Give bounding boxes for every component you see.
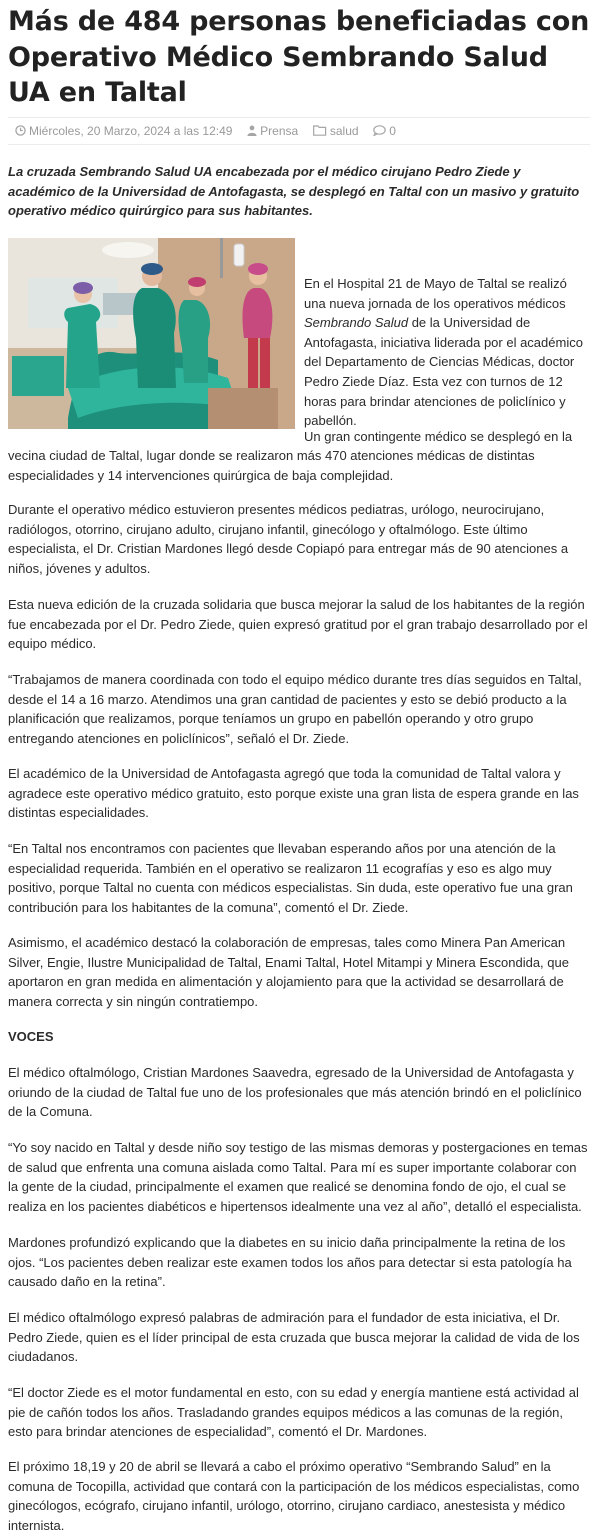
publish-date: Miércoles, 20 Marzo, 2024 a las 12:49 bbox=[29, 124, 233, 138]
program-name: Sembrando Salud bbox=[304, 315, 409, 331]
paragraph-5: “Trabajamos de manera coordinada con todo el equipo médico durante tres días seguidos en Taltal, desde el 14 a 16 marzo. Atendimos una gran cantidad de pacientes y esto se debió producto a la planificación que realizamos, porque teníamos un grupo en pabellón operando y otro grupo entregando atenciones en policlínicos”, señaló el Dr. Ziede. bbox=[8, 672, 582, 746]
paragraph-2-part-1: Un gran contingente médico se desplegó en la bbox=[304, 429, 573, 444]
article-lead: La cruzada Sembrando Salud UA encabezada por el médico cirujano Pedro Ziede y académico de la Universidad de Antofagasta, se desplegó en Taltal con un masivo y gratuito operativo médico quirúrgico para sus habitantes. bbox=[8, 164, 580, 219]
clock-icon bbox=[15, 123, 26, 141]
folder-icon bbox=[313, 123, 327, 141]
paragraph-3: Durante el operativo médico estuvieron presentes médicos pediatras, urólogo, neurocirujano, radiólogos, otorrino, cirujano adulto, cirujano infantil, ginecólogo y oftalmólogo. Este último especialista, el Dr. Cristian Mardones llegó desde Copiapó para entregar más de 90 atenciones a niños, jóvenes y adultos. bbox=[8, 502, 569, 576]
paragraph-10: “Yo soy nacido en Taltal y desde niño soy testigo de las mismas demoras y postergaciones en temas de salud que enfrenta una comuna aislada como Taltal. Para mí es super importante colaborar con la gente de la ciudad, principalmente el examen que realicé se denomina fondo de ojo, el cual se realiza en los pacientes diabéticos e hipertensos idealmente una vez al año”, detalló el especialista. bbox=[8, 1140, 588, 1214]
paragraph-4: Esta nueva edición de la cruzada solidaria que busca mejorar la salud de los habitantes de la región fue encabezada por el Dr. Pedro Ziede, quien expresó gratitud por el gran trabajo desarrollado por el equipo médico. bbox=[8, 597, 588, 652]
article-title: Más de 484 personas beneficiadas con Operativo Médico Sembrando Salud UA en Taltal bbox=[8, 6, 590, 108]
section-heading-voces: VOCES bbox=[8, 1029, 54, 1044]
paragraph-6: El académico de la Universidad de Antofagasta agregó que toda la comunidad de Taltal valora y agradece este operativo médico gratuito, esto porque existe una gran lista de espera grande en las distintas especialidades. bbox=[8, 766, 579, 821]
article-photo bbox=[8, 238, 295, 429]
paragraph-9: El médico oftalmólogo, Cristian Mardones Saavedra, egresado de la Universidad de Antofagasta y oriundo de la ciudad de Taltal fue uno de los profesionales que más atención brindó en el policlínico de la Comuna. bbox=[8, 1065, 582, 1120]
meta-divider-top bbox=[8, 117, 590, 118]
author-link[interactable]: Prensa bbox=[260, 124, 299, 138]
user-icon bbox=[247, 123, 257, 141]
paragraph-1: En el Hospital 21 de Mayo de Taltal se realizó una nueva jornada de los operativos médicos Sembrando Salud de la Universidad de Antofagasta, iniciativa liderada por el académico del Departamento de Ciencias Médicas, doctor Pedro Ziede Díaz. Esta vez con turnos de 12 horas para brindar atenciones de policlínico y pabellón. bbox=[304, 276, 583, 429]
category-link[interactable]: salud bbox=[329, 124, 359, 138]
paragraph-12: El médico oftalmólogo expresó palabras de admiración para el fundador de esta iniciativa, el Dr. Pedro Ziede, quien es el líder principal de esta cruzada que busca mejorar la calidad de vida de los ciudadanos. bbox=[8, 1310, 580, 1365]
comment-icon bbox=[373, 123, 386, 141]
comments-count[interactable]: 0 bbox=[389, 124, 396, 138]
paragraph-11: Mardones profundizó explicando que la diabetes en su inicio daña principalmente la retina de los ojos. “Los pacientes deben realizar este examen todos los años para detectar si esta patología ha causado daño en la retina”. bbox=[8, 1235, 572, 1290]
paragraph-14: El próximo 18,19 y 20 de abril se llevará a cabo el próximo operativo “Sembrando Salud” en la comuna de Tocopilla, actividad que contará con la participación de los médicos especialistas, como ginecólogos, ecógrafo, cirujano infantil, urólogo, otorrino, cirujano cardiaco, anestesista y médico internista. bbox=[8, 1459, 580, 1533]
paragraph-7: “En Taltal nos encontramos con pacientes que llevaban esperando años por una atención de la especialidad requerida. También en el operativo se realizaron 11 ecografías y eso es algo muy positivo, porque Taltal no cuenta con médicos especialistas. Sin duda, este operativo fue una gran contribución para los habitantes de la comuna”, comentó el Dr. Ziede. bbox=[8, 841, 573, 915]
paragraph-13: “El doctor Ziede es el motor fundamental en esto, con su edad y energía mantiene está actividad al pie de cañón todos los años. Trasladando grandes equipos médicos a las comunas de la región, esto para brindar atenciones de especialidad”, comentó el Dr. Mardones. bbox=[8, 1385, 579, 1440]
article-meta bbox=[15, 122, 396, 141]
paragraph-2-part-2: vecina ciudad de Taltal, lugar donde se realizaron más 470 atenciones médicas de distintas especialidades y 14 intervenciones quirúrgica de baja complejidad. bbox=[8, 448, 535, 483]
meta-divider-bottom bbox=[8, 144, 590, 145]
paragraph-8: Asimismo, el académico destacó la colaboración de empresas, tales como Minera Pan American Silver, Engie, Ilustre Municipalidad de Taltal, Enami Taltal, Hotel Mitampi y Minera Escondida, que aportaron en gran medida en alimentación y alojamiento para que la actividad se desarrollará de manera correcta y sin ningún contratiempo. bbox=[8, 935, 569, 1009]
